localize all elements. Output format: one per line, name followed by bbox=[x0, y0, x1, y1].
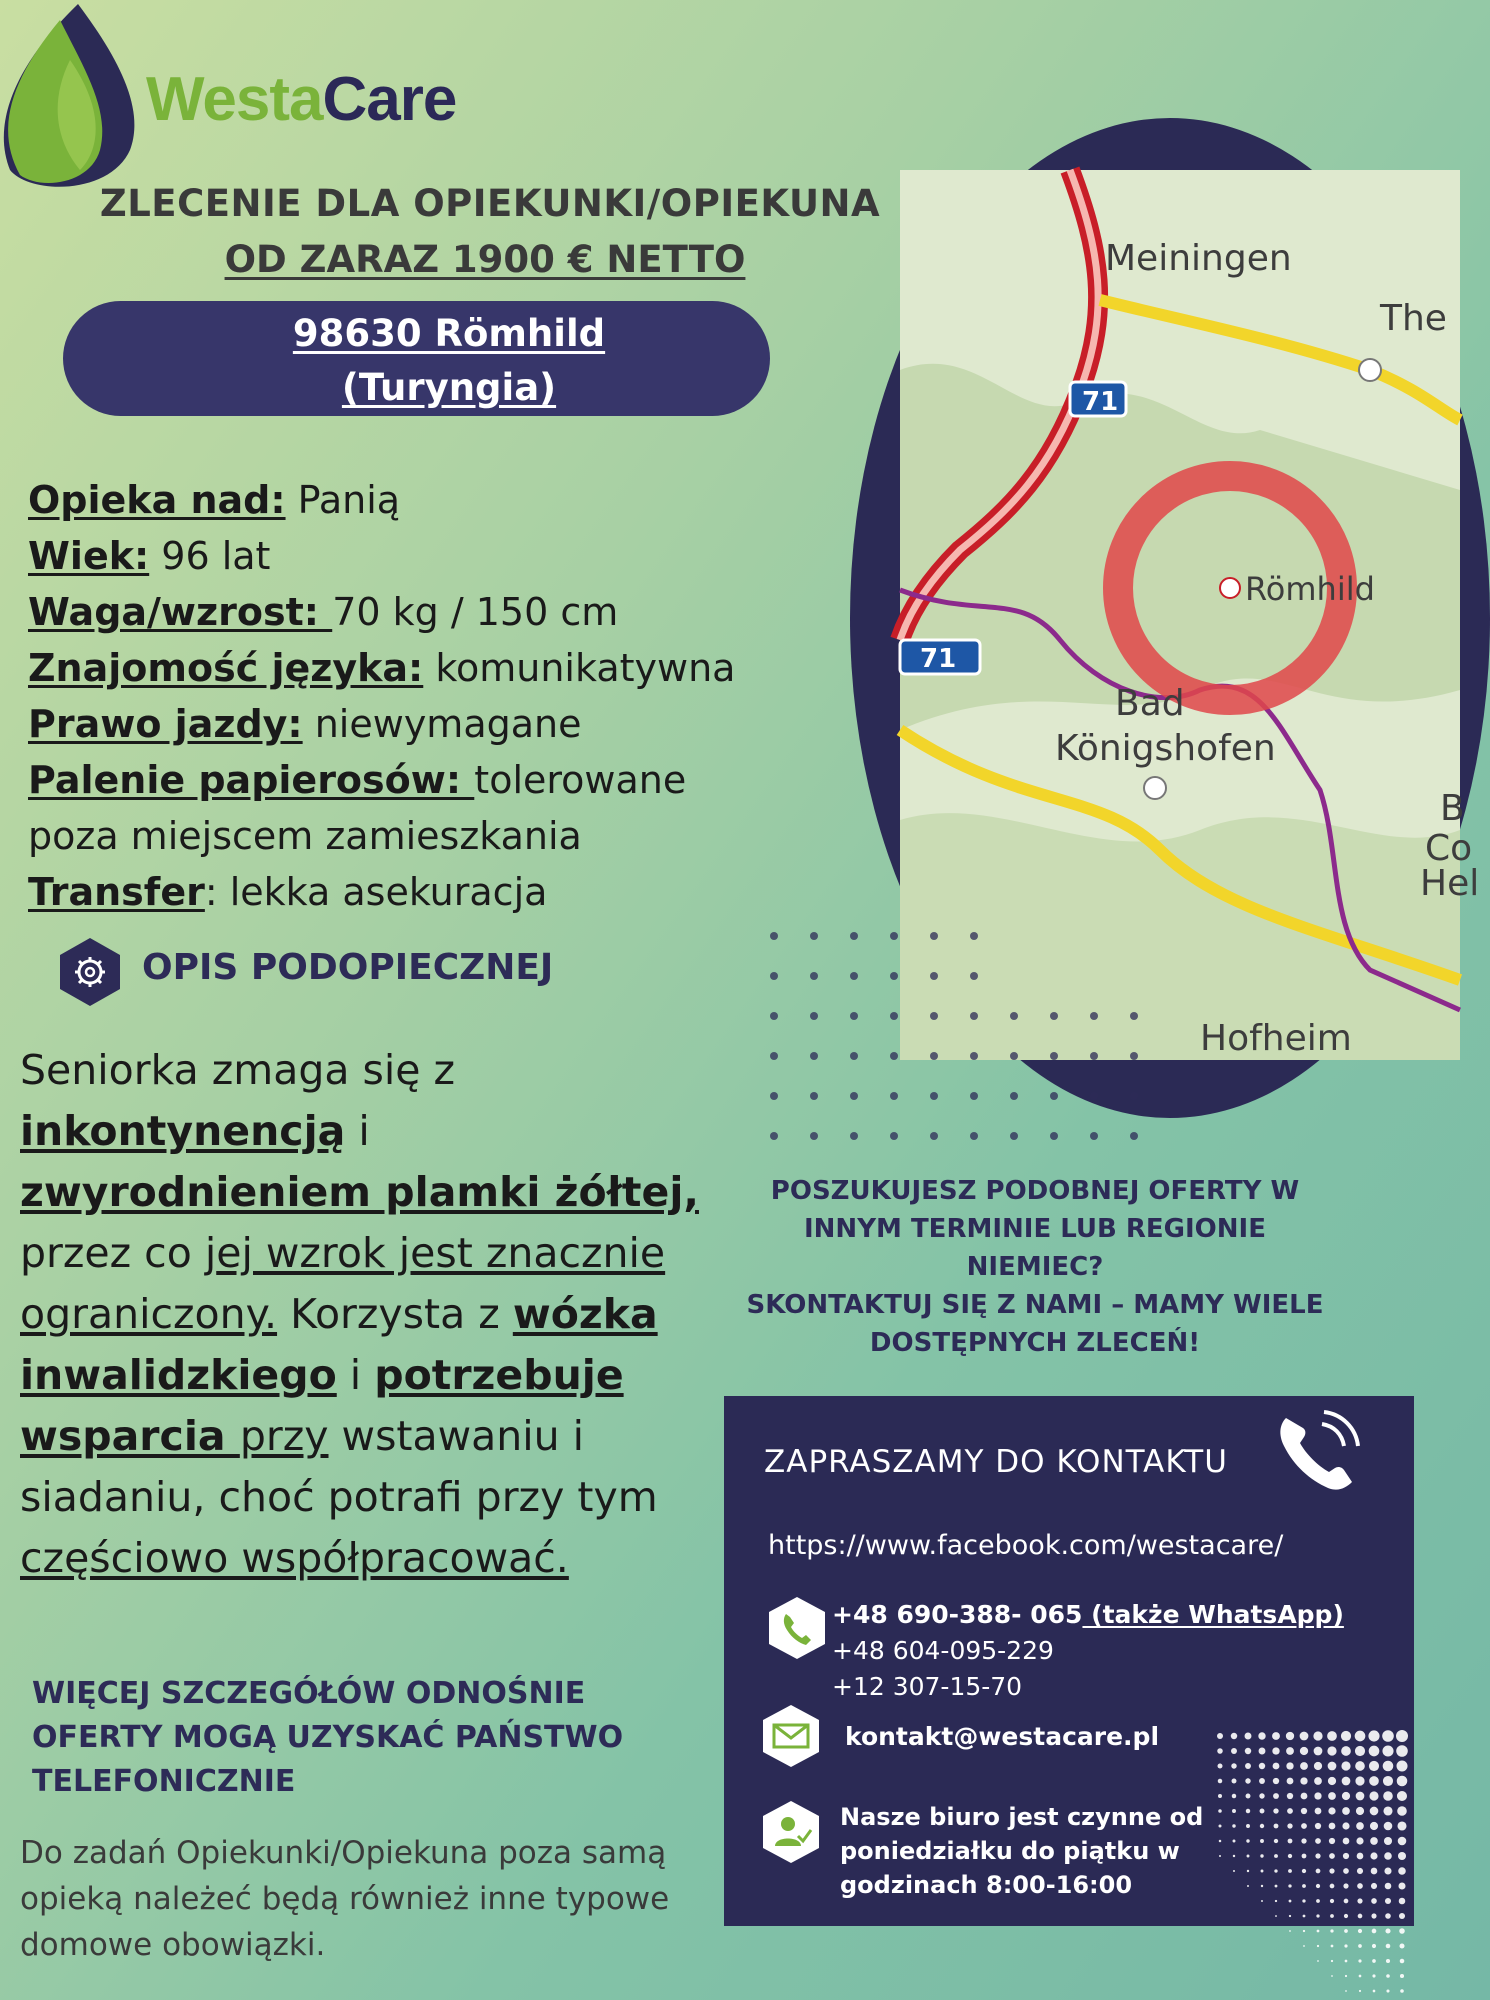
gear-icon bbox=[58, 936, 122, 1008]
fact-smoking-cont: poza miejscem zamieszkania bbox=[28, 814, 582, 858]
map-label-co: Co bbox=[1425, 828, 1473, 869]
user-check-icon bbox=[762, 1800, 820, 1864]
phone-primary[interactable]: +48 690-388- 065 (także WhatsApp) bbox=[832, 1600, 1344, 1629]
fact-weight-height: Waga/wzrost: 70 kg / 150 cm bbox=[28, 590, 619, 634]
phone-tertiary[interactable]: +12 307-15-70 bbox=[832, 1672, 1023, 1701]
promo-cta: SKONTAKTUJ SIĘ Z NAMI – MAMY WIELE DOSTĘPNYCH ZLECEŃ! bbox=[746, 1290, 1324, 1358]
phone-secondary[interactable]: +48 604-095-229 bbox=[832, 1636, 1054, 1665]
phone-icon bbox=[1272, 1404, 1364, 1494]
location-region: (Turyngia) bbox=[341, 366, 557, 409]
section-title: OPIS PODOPIECZNEJ bbox=[142, 947, 554, 988]
headline-title: ZLECENIE DLA OPIEKUNKI/OPIEKUNA bbox=[99, 182, 881, 225]
envelope-icon bbox=[762, 1704, 820, 1768]
contact-title: ZAPRASZAMY DO KONTAKTU bbox=[764, 1444, 1228, 1480]
halftone-decoration bbox=[1214, 1730, 1414, 2000]
map-label-the: The bbox=[1380, 298, 1447, 339]
location-city: 98630 Römhild bbox=[292, 312, 606, 355]
fact-care-for: Opieka nad: Panią bbox=[28, 478, 401, 522]
decorative-dots bbox=[760, 920, 1180, 1150]
map-label-konigshofen: Königshofen bbox=[1055, 728, 1276, 769]
map-label-hel: Hel bbox=[1420, 863, 1480, 904]
office-hours: Nasze biuro jest czynne od poniedziałku do piątku w godzinach 8:00-16:00 bbox=[840, 1803, 1204, 1899]
map-label-hofheim: Hofheim bbox=[1200, 1018, 1352, 1059]
promo-question: POSZUKUJESZ PODOBNEJ OFERTY W INNYM TERMINIE LUB REGIONIE NIEMIEC? bbox=[770, 1176, 1300, 1282]
map-label-romhild: Römhild bbox=[1245, 570, 1375, 608]
map-label-71a: 71 bbox=[1082, 387, 1119, 417]
fact-transfer: Transfer: lekka asekuracja bbox=[28, 870, 548, 914]
fact-smoking: Palenie papierosów: tolerowane bbox=[28, 758, 687, 802]
email-link[interactable]: kontakt@westacare.pl bbox=[845, 1722, 1160, 1751]
phone-hexagon-icon bbox=[768, 1596, 826, 1660]
patient-description: Seniorka zmaga się z inkontynencją i zwyrodnieniem plamki żółtej, przez co jej wzrok jest znacznie ograniczony. Korzysta z wózka inwalidzkiego i potrzebuje wsparcia przy wstawaniu i siadaniu, choć potrafi przy tym częściowo współpracować. bbox=[20, 1046, 699, 1582]
fact-age: Wiek: 96 lat bbox=[28, 534, 271, 578]
headline-salary: OD ZARAZ 1900 € NETTO bbox=[224, 238, 746, 281]
map-label-71b: 71 bbox=[920, 644, 957, 674]
duties-note: Do zadań Opiekunki/Opiekuna poza samą opieką należeć będą również inne typowe domowe obowiązki. bbox=[20, 1835, 670, 1963]
fact-language: Znajomość języka: komunikatywna bbox=[28, 646, 736, 690]
facebook-link[interactable]: https://www.facebook.com/westacare/ bbox=[768, 1530, 1284, 1561]
map-label-bad: Bad bbox=[1115, 683, 1185, 724]
brand-name: WestaCare bbox=[146, 65, 457, 134]
more-info-note: WIĘCEJ SZCZEGÓŁÓW ODNOŚNIE OFERTY MOGĄ UZYSKAĆ PAŃSTWO TELEFONICZNIE bbox=[32, 1676, 624, 1799]
fact-driving-license: Prawo jazdy: niewymagane bbox=[28, 702, 582, 746]
map-label-b: B bbox=[1440, 788, 1465, 829]
map-label-meiningen: Meiningen bbox=[1105, 238, 1292, 279]
